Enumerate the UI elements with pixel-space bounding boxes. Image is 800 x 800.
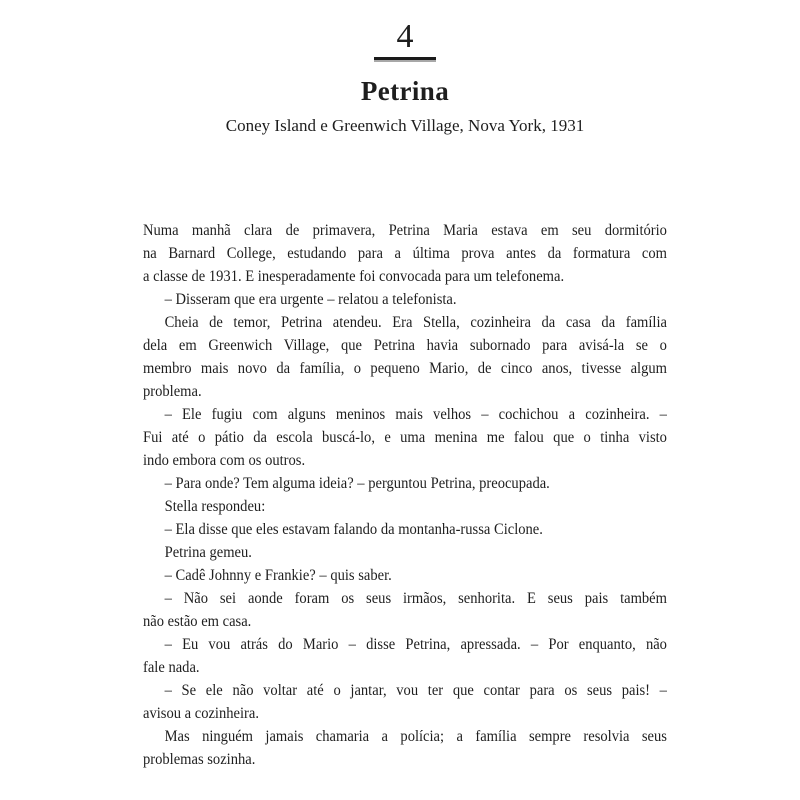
body-line: Cheia de temor, Petrina atendeu. Era Stella, cozinheira da casa da família [164,314,667,331]
body-line: – Ele fugiu com alguns meninos mais velhos – cochichou a cozinheira. – [164,406,667,423]
body-line: – Disseram que era urgente – relatou a telefonista. [164,291,457,308]
body-line: – Eu vou atrás do Mario – disse Petrina, apressada. – Por enquanto, não [164,636,667,653]
body-line: a classe de 1931. E inesperadamente foi convocada para um telefonema. [143,268,565,285]
body-line: Fui até o pátio da escola buscá-lo, e uma menina me falou que o tinha visto [143,429,667,446]
body-line: – Cadê Johnny e Frankie? – quis saber. [164,567,392,584]
body-line: Stella respondeu: [164,498,266,515]
body-line: Petrina gemeu. [164,544,252,561]
chapter-subtitle: Coney Island e Greenwich Village, Nova York, 1931 [225,116,585,135]
body-line: problemas sozinha. [143,751,256,768]
body-line: problema. [143,383,202,400]
chapter-rule-bottom-bar [374,60,436,62]
body-line: não estão em casa. [143,613,252,630]
chapter-number: 4 [396,18,414,55]
body-line: Numa manhã clara de primavera, Petrina Maria estava em seu dormitório [143,222,667,239]
chapter-rule [374,57,436,62]
body-line: – Se ele não voltar até o jantar, vou ter que contar para os seus pais! – [164,682,667,699]
body-line: fale nada. [143,659,200,676]
chapter-body-text [143,219,703,771]
body-line: dela em Greenwich Village, que Petrina havia subornado para avisá-la se o [143,337,667,354]
body-line: Mas ninguém jamais chamaria a polícia; a família sempre resolvia seus [164,728,667,745]
body-line: – Para onde? Tem alguma ideia? – perguntou Petrina, preocupada. [164,475,550,492]
body-line: – Não sei aonde foram os seus irmãos, senhorita. E seus pais também [164,590,667,607]
chapter-header [145,0,665,137]
body-line: membro mais novo da família, o pequeno Mario, de cinco anos, tivesse algum [143,360,667,377]
body-line: indo embora com os outros. [143,452,306,469]
body-line: avisou a cozinheira. [143,705,259,722]
chapter-title: Petrina [360,76,450,106]
body-line: na Barnard College, estudando para a última prova antes da formatura com [143,245,667,262]
body-line: – Ela disse que eles estavam falando da montanha-russa Ciclone. [164,521,543,538]
